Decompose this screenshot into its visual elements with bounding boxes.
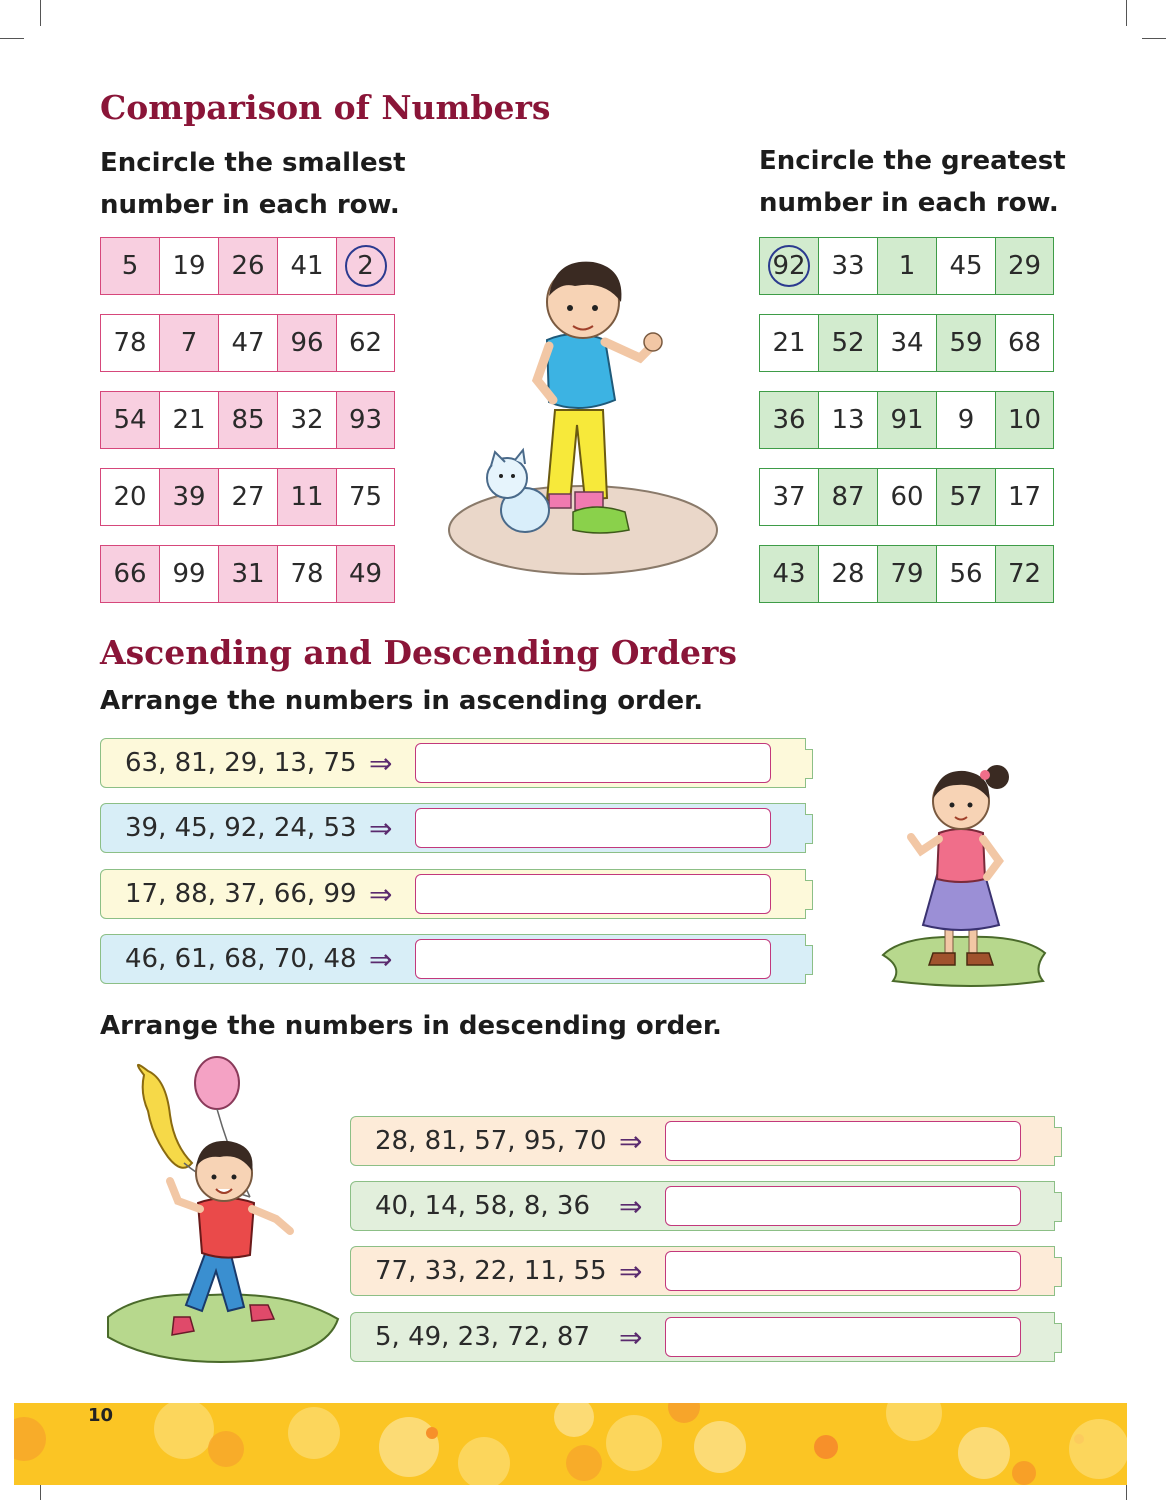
strip-tab — [805, 814, 813, 844]
arrow-icon: ⇒ — [369, 746, 393, 780]
number-sequence: 28, 81, 57, 95, 70 — [375, 1126, 607, 1156]
encircled-number: 2 — [345, 245, 387, 287]
arrow-icon: ⇒ — [369, 811, 393, 845]
section-title-comparison: Comparison of Numbers — [100, 88, 551, 127]
instruction-smallest — [100, 142, 406, 226]
number-cell[interactable]: 41 — [277, 237, 336, 295]
arrow-icon: ⇒ — [369, 877, 393, 911]
arrow-icon: ⇒ — [369, 942, 393, 976]
number-row — [100, 468, 395, 526]
number-cell[interactable]: 68 — [995, 314, 1054, 372]
number-cell[interactable]: 27 — [218, 468, 277, 526]
number-cell[interactable]: 60 — [877, 468, 936, 526]
encircled-number: 92 — [768, 245, 810, 287]
number-row — [759, 237, 1054, 295]
order-exercise-strip — [100, 738, 806, 788]
boy-with-balloons-illustration — [100, 1055, 345, 1375]
order-exercise-strip — [100, 803, 806, 853]
number-cell[interactable]: 52 — [818, 314, 877, 372]
order-exercise-strip — [100, 869, 806, 919]
number-cell[interactable]: 79 — [877, 545, 936, 603]
number-cell[interactable] — [336, 237, 395, 295]
number-row — [100, 237, 395, 295]
footer-bubbles — [14, 1403, 1127, 1485]
crop-mark — [40, 0, 41, 26]
number-cell[interactable]: 99 — [159, 545, 218, 603]
section-title-orders: Ascending and Descending Orders — [100, 633, 737, 672]
order-exercise-strip — [350, 1181, 1055, 1231]
crop-mark — [0, 38, 24, 39]
order-exercise-strip — [350, 1246, 1055, 1296]
order-exercise-strip — [350, 1116, 1055, 1166]
number-cell[interactable]: 45 — [936, 237, 995, 295]
arrow-icon: ⇒ — [619, 1320, 643, 1354]
arrow-icon: ⇒ — [619, 1189, 643, 1223]
number-row — [100, 545, 395, 603]
answer-box[interactable] — [415, 808, 771, 848]
number-cell[interactable]: 78 — [100, 314, 159, 372]
number-cell[interactable]: 47 — [218, 314, 277, 372]
page-number: 10 — [88, 1405, 114, 1426]
number-cell[interactable]: 75 — [336, 468, 395, 526]
crop-mark — [1126, 0, 1127, 26]
number-row — [759, 545, 1054, 603]
number-cell[interactable]: 78 — [277, 545, 336, 603]
number-cell[interactable]: 36 — [759, 391, 818, 449]
number-cell[interactable]: 34 — [877, 314, 936, 372]
number-cell[interactable]: 21 — [759, 314, 818, 372]
number-cell[interactable] — [759, 237, 818, 295]
girl-illustration — [873, 755, 1053, 990]
instruction-line: number in each row. — [100, 190, 400, 220]
number-sequence: 39, 45, 92, 24, 53 — [125, 813, 357, 843]
number-cell[interactable]: 13 — [818, 391, 877, 449]
instruction-ascending: Arrange the numbers in ascending order. — [100, 686, 704, 716]
number-cell[interactable]: 17 — [995, 468, 1054, 526]
instruction-greatest — [759, 140, 1066, 224]
number-cell[interactable]: 62 — [336, 314, 395, 372]
number-sequence: 5, 49, 23, 72, 87 — [375, 1322, 590, 1352]
number-sequence: 40, 14, 58, 8, 36 — [375, 1191, 590, 1221]
number-cell[interactable]: 7 — [159, 314, 218, 372]
instruction-descending: Arrange the numbers in descending order. — [100, 1011, 722, 1041]
answer-box[interactable] — [415, 743, 771, 783]
number-row — [759, 468, 1054, 526]
number-cell[interactable]: 33 — [818, 237, 877, 295]
number-cell[interactable]: 54 — [100, 391, 159, 449]
number-cell[interactable]: 37 — [759, 468, 818, 526]
number-cell[interactable]: 32 — [277, 391, 336, 449]
number-cell[interactable]: 21 — [159, 391, 218, 449]
number-cell[interactable]: 1 — [877, 237, 936, 295]
strip-tab — [1054, 1323, 1062, 1353]
number-cell[interactable]: 29 — [995, 237, 1054, 295]
strip-tab — [805, 880, 813, 910]
number-cell[interactable]: 9 — [936, 391, 995, 449]
number-cell[interactable]: 5 — [100, 237, 159, 295]
number-sequence: 46, 61, 68, 70, 48 — [125, 944, 357, 974]
number-cell[interactable]: 43 — [759, 545, 818, 603]
number-row — [759, 391, 1054, 449]
number-cell[interactable]: 59 — [936, 314, 995, 372]
number-cell[interactable]: 19 — [159, 237, 218, 295]
number-cell[interactable]: 31 — [218, 545, 277, 603]
order-exercise-strip — [350, 1312, 1055, 1362]
number-cell[interactable]: 72 — [995, 545, 1054, 603]
number-cell[interactable]: 87 — [818, 468, 877, 526]
order-exercise-strip — [100, 934, 806, 984]
number-cell[interactable]: 10 — [995, 391, 1054, 449]
answer-box[interactable] — [665, 1186, 1021, 1226]
boy-with-cat-illustration — [445, 250, 725, 580]
number-sequence: 17, 88, 37, 66, 99 — [125, 879, 357, 909]
answer-box[interactable] — [665, 1317, 1021, 1357]
strip-tab — [1054, 1192, 1062, 1222]
number-cell[interactable]: 49 — [336, 545, 395, 603]
answer-box[interactable] — [415, 874, 771, 914]
strip-tab — [1054, 1127, 1062, 1157]
strip-tab — [805, 749, 813, 779]
answer-box[interactable] — [665, 1251, 1021, 1291]
number-cell[interactable]: 91 — [877, 391, 936, 449]
number-cell[interactable]: 28 — [818, 545, 877, 603]
strip-tab — [805, 945, 813, 975]
number-cell[interactable]: 57 — [936, 468, 995, 526]
number-sequence: 77, 33, 22, 11, 55 — [375, 1256, 607, 1286]
number-row — [100, 314, 395, 372]
instruction-line: Encircle the greatest — [759, 146, 1066, 176]
number-cell[interactable]: 20 — [100, 468, 159, 526]
number-sequence: 63, 81, 29, 13, 75 — [125, 748, 357, 778]
number-cell[interactable]: 66 — [100, 545, 159, 603]
number-cell[interactable]: 93 — [336, 391, 395, 449]
strip-tab — [1054, 1257, 1062, 1287]
number-cell[interactable]: 56 — [936, 545, 995, 603]
answer-box[interactable] — [665, 1121, 1021, 1161]
arrow-icon: ⇒ — [619, 1124, 643, 1158]
arrow-icon: ⇒ — [619, 1254, 643, 1288]
answer-box[interactable] — [415, 939, 771, 979]
number-cell[interactable]: 39 — [159, 468, 218, 526]
number-row — [759, 314, 1054, 372]
instruction-line: Encircle the smallest — [100, 148, 406, 178]
number-row — [100, 391, 395, 449]
number-cell[interactable]: 26 — [218, 237, 277, 295]
number-cell[interactable]: 96 — [277, 314, 336, 372]
number-cell[interactable]: 85 — [218, 391, 277, 449]
crop-mark — [1142, 38, 1166, 39]
footer-decoration — [14, 1403, 1127, 1485]
instruction-line: number in each row. — [759, 188, 1059, 218]
number-cell[interactable]: 11 — [277, 468, 336, 526]
